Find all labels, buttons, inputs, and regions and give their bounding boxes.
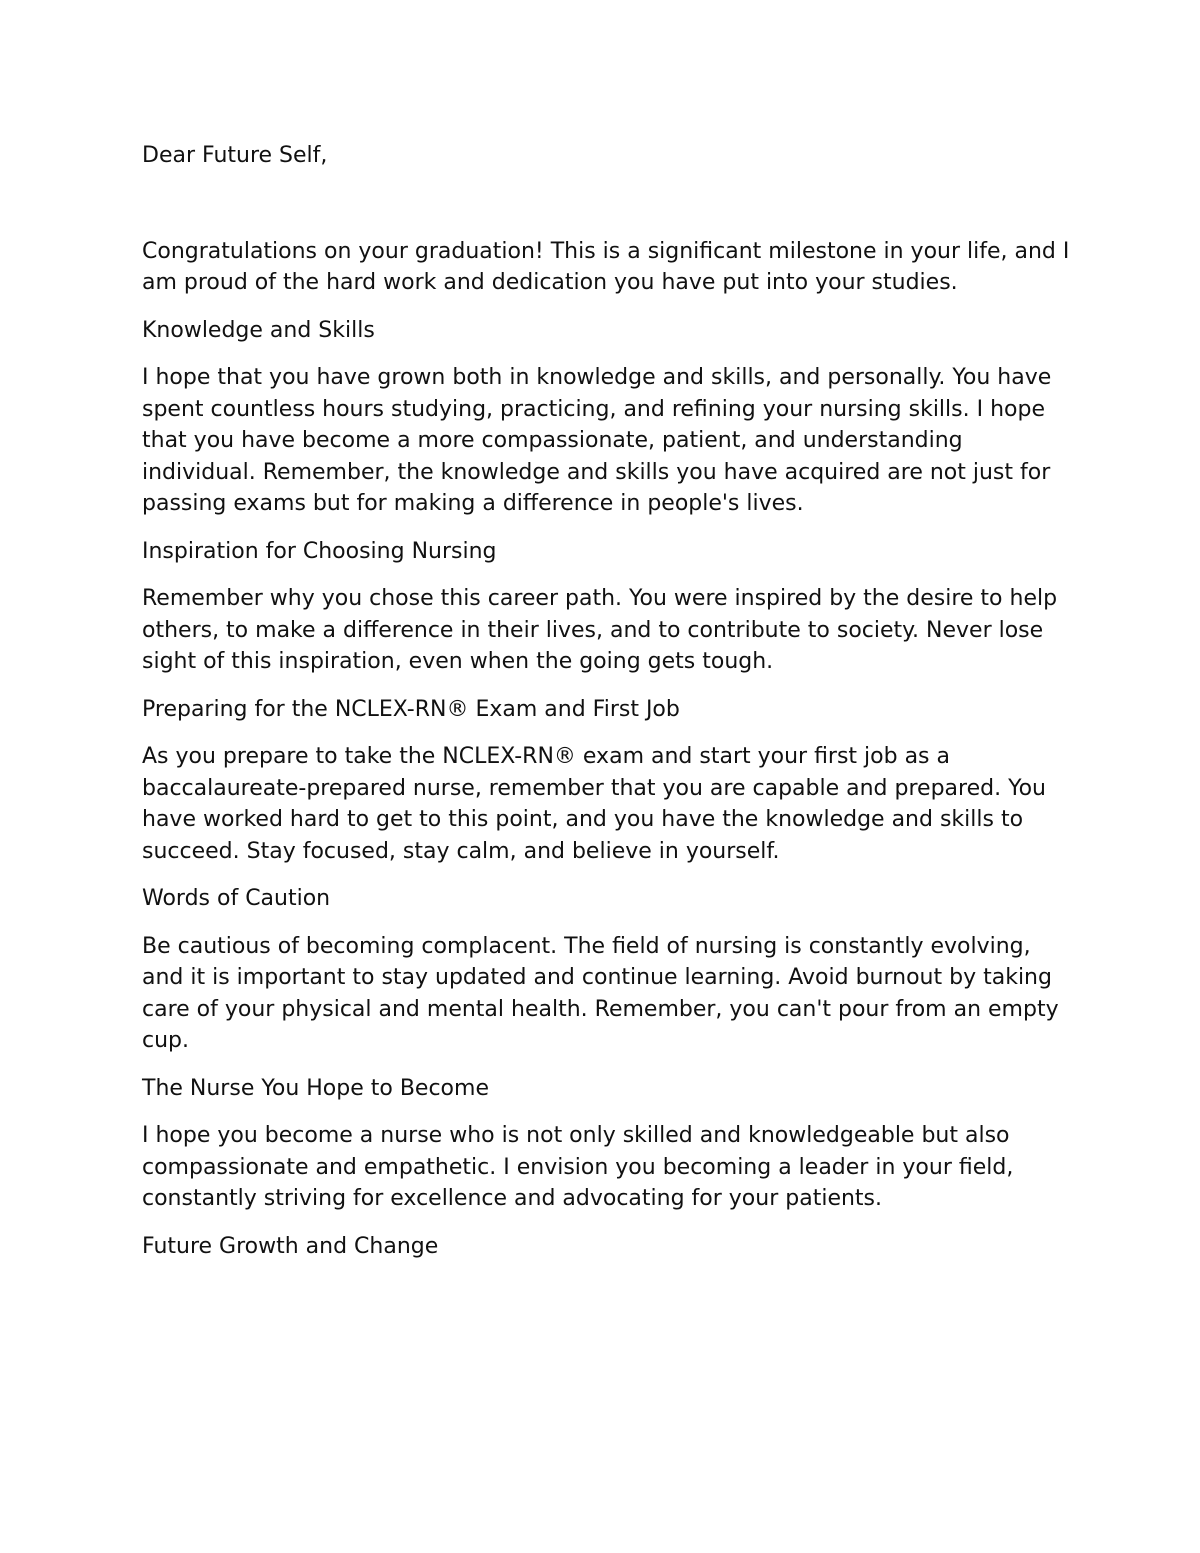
section-body-inspiration: Remember why you chose this career path. You were inspired by the desire to help others, to make a difference in their lives, and to contribute to society. Never lose sight of this inspiration, even when the going gets tough.: [142, 586, 1058, 674]
section-body-nurse-you-hope-to-become: I hope you become a nurse who is not only skilled and knowledgeable but also compassionate and empathetic. I envision you becoming a leader in your field, constantly striving for excellence and advocating for your patients.: [142, 1123, 1014, 1211]
section-heading-nurse-you-hope-to-become: The Nurse You Hope to Become: [142, 1075, 489, 1101]
section-heading-inspiration: Inspiration for Choosing Nursing: [142, 538, 497, 564]
section-heading-future-growth: Future Growth and Change: [142, 1233, 439, 1259]
section-body-words-of-caution: Be cautious of becoming complacent. The field of nursing is constantly evolving, and it is important to stay updated and continue learning. Avoid burnout by taking care of your physical and mental health. Remember, you can't pour from an empty cup.: [142, 933, 1059, 1053]
section-body-knowledge-and-skills: I hope that you have grown both in knowledge and skills, and personally. You have spent countless hours studying, practicing, and refining your nursing skills. I hope that you have become a more compassionate, patient, and understanding individual. Remember, the knowledge and skills you have acquired are not just for passing exams but for making a difference in people's lives.: [142, 365, 1052, 516]
section-heading-words-of-caution: Words of Caution: [142, 886, 331, 911]
section-heading-knowledge-and-skills: Knowledge and Skills: [142, 317, 375, 343]
section-body-nclex-preparation: As you prepare to take the NCLEX-RN® exam and start your first job as a baccalaureate-prepared nurse, remember that you are capable and prepared. You have worked hard to get to this point, and you have the knowledge and skills to succeed. Stay focused, stay calm, and believe in yourself.: [142, 744, 1046, 864]
intro-paragraph: Congratulations on your graduation! This is a significant milestone in your life, and I am proud of the hard work and dedication you have put into your studies.: [142, 238, 1070, 295]
salutation: Dear Future Self,: [142, 143, 328, 168]
letter-body: [142, 140, 1072, 1278]
section-heading-nclex-preparation: Preparing for the NCLEX-RN® Exam and First Job: [142, 696, 680, 722]
